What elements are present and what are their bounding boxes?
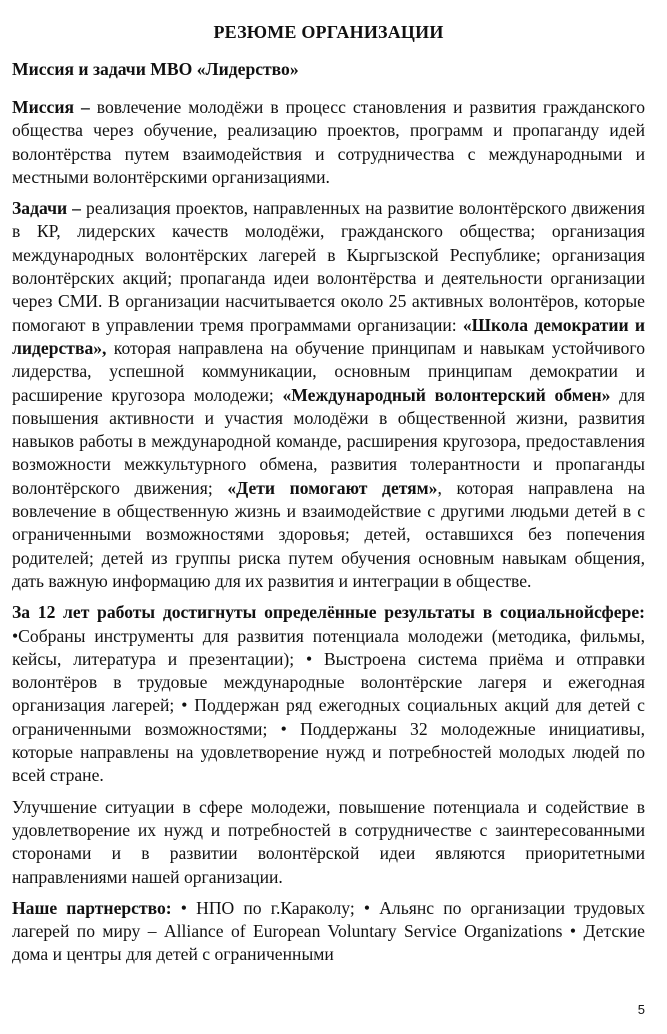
tasks-label: Задачи – bbox=[12, 198, 81, 219]
program-children-help-children: «Дети помогают детям» bbox=[227, 477, 438, 498]
results-label: За 12 лет работы достигнуты определённые результаты в социальнойсфере: bbox=[12, 602, 645, 623]
program-international-exchange: «Международный волонтерский обмен» bbox=[282, 384, 611, 405]
page-number: 5 bbox=[637, 1002, 645, 1017]
program-democracy-school: «Школа демократии и лидерства», bbox=[12, 314, 645, 358]
mission-text: вовлечение молодёжи в процесс становления и развития гражданского общества через обучение, реализацию проектов, программ и пропаганду идей волонтёрства путем взаимодействия и сотрудничества с международными и местными волонтёрскими организациями. bbox=[12, 97, 645, 187]
tasks-text-4: , которая направлена на вовлечение в общественную жизнь и взаимодействие с другими людьми детей в с ограниченными возможностями здоровья; детей, оставшихся без попечения родителей; детей из группы риска путем обучения основным навыкам общения, дать важную информацию для их развития и интеграции в обществе. bbox=[12, 477, 646, 591]
partnership-label: Наше партнерство: bbox=[12, 897, 172, 918]
partnership-text: • НПО по г.Караколу; • Альянс по организации трудовых лагерей по миру – Alliance of European Voluntary Service Organizations • Детские дома и центры для детей с ограниченными bbox=[12, 897, 646, 965]
tasks-text-1: реализация проектов, направленных на развитие волонтёрского движения в КР, лидерских качеств молодёжи, гражданского общества; организация международных волонтёрских лагерей в Кыргызской Республике; организация волонтёрских акций; пропаганда идеи волонтёрства и деятельности организации через СМИ. В организации насчитывается около 25 активных волонтёров, которые помогают в управлении тремя программами организации: bbox=[12, 198, 645, 335]
improvement-paragraph: Улучшение ситуации в сфере молодежи, повышение потенциала и содействие в удовлетворение их нужд и потребностей в сотрудничестве с заинтересованными сторонами и в развитии волонтёрской идеи являются приоритетными направлениями нашей организации. bbox=[12, 796, 645, 887]
tasks-paragraph bbox=[12, 197, 645, 593]
mission-paragraph bbox=[12, 96, 645, 189]
page-title: РЕЗЮМЕ ОРГАНИЗАЦИИ bbox=[213, 22, 444, 42]
mission-label: Миссия – bbox=[12, 97, 90, 117]
results-text: •Собраны инструменты для развития потенциала молодежи (методика, фильмы, кейсы, литература и презентации); • Выстроена система приёма и отправки волонтёров в трудовые международные волонтёрские лагеря и ежегодная организация лагерей; • Поддержан ряд ежегодных социальных акций для детей с ограниченными возможностями; • Поддержаны 32 молодежные инициативы, которые направлены на удовлетворение нужд и потребностей молодых людей по всей стране. bbox=[12, 625, 645, 786]
tasks-text-2: которая направлена на обучение принципам и навыкам устойчивого лидерства, успешной коммуникации, основным принципам демократии и расширение кругозора молодежи; bbox=[12, 337, 645, 405]
results-paragraph bbox=[12, 601, 645, 787]
section-heading: Миссия и задачи МВО «Лидерство» bbox=[12, 59, 299, 79]
tasks-text-3: для повышения активности и участия молодёжи в общественной жизни, развития навыков работы в международной команде, расширения кругозора, предоставления возможности межкультурного обмена, развития толерантности и пропаганды волонтёрского движения; bbox=[12, 384, 646, 498]
partnership-paragraph bbox=[12, 897, 645, 967]
